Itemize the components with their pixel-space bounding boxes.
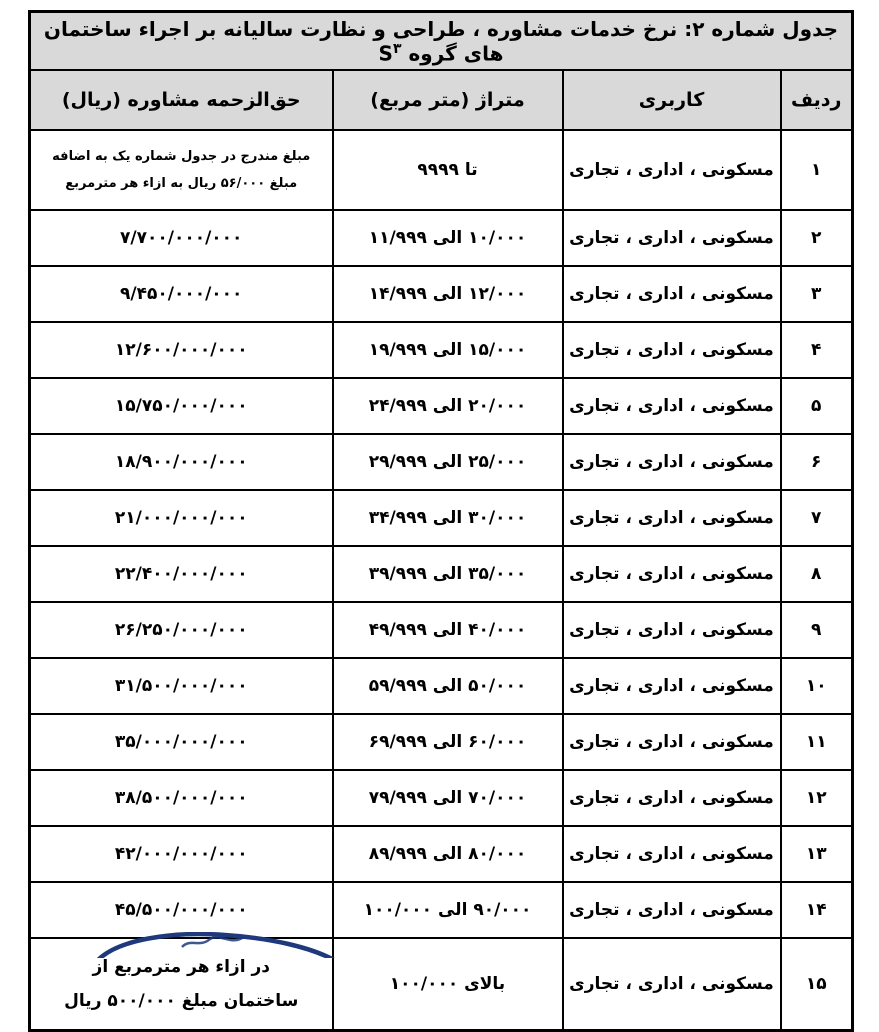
fee-cell: در ازاء هر مترمربع از ساختمان مبلغ ۵۰۰/۰۰۰ ریال [30, 938, 333, 1031]
row-number-cell: ۹ [781, 602, 853, 658]
area-cell: ۱۰/۰۰۰ الی ۱۱/۹۹۹ [333, 210, 563, 266]
table-row [30, 602, 853, 658]
fee-cell: ۲۱/۰۰۰/۰۰۰/۰۰۰ [30, 490, 333, 546]
col-header-area: متراژ (متر مربع) [333, 70, 563, 130]
usage-cell: مسکونی ، اداری ، تجاری [563, 602, 781, 658]
row-number-cell: ۱ [781, 130, 853, 210]
row-number-cell: ۱۰ [781, 658, 853, 714]
row-number-cell: ۷ [781, 490, 853, 546]
usage-cell: مسکونی ، اداری ، تجاری [563, 826, 781, 882]
fee-cell: ۳۱/۵۰۰/۰۰۰/۰۰۰ [30, 658, 333, 714]
fee-cell: ۲۶/۲۵۰/۰۰۰/۰۰۰ [30, 602, 333, 658]
usage-cell: مسکونی ، اداری ، تجاری [563, 434, 781, 490]
fee-cell: ۹/۴۵۰/۰۰۰/۰۰۰ [30, 266, 333, 322]
area-cell: ۳۵/۰۰۰ الی ۳۹/۹۹۹ [333, 546, 563, 602]
table-title-row [30, 12, 853, 71]
area-cell: ۲۰/۰۰۰ الی ۲۴/۹۹۹ [333, 378, 563, 434]
table-row [30, 130, 853, 210]
table-title-text: جدول شماره ۲: نرخ خدمات مشاوره ، طراحی و نظارت سالیانه بر اجراء ساختمان های گروه [43, 16, 839, 66]
usage-cell: مسکونی ، اداری ، تجاری [563, 490, 781, 546]
col-header-usage: کاربری [563, 70, 781, 130]
area-cell: تا ۹۹۹۹ [333, 130, 563, 210]
table-row [30, 434, 853, 490]
row-number-cell: ۵ [781, 378, 853, 434]
area-cell: بالای ۱۰۰/۰۰۰ [333, 938, 563, 1031]
table-row [30, 770, 853, 826]
fee-cell: ۳۸/۵۰۰/۰۰۰/۰۰۰ [30, 770, 333, 826]
usage-cell: مسکونی ، اداری ، تجاری [563, 546, 781, 602]
row-number-cell: ۱۴ [781, 882, 853, 938]
fee-cell: ۳۵/۰۰۰/۰۰۰/۰۰۰ [30, 714, 333, 770]
table-row [30, 546, 853, 602]
row-number-cell: ۱۵ [781, 938, 853, 1031]
table-row [30, 378, 853, 434]
table-row [30, 322, 853, 378]
row-number-cell: ۱۳ [781, 826, 853, 882]
usage-cell: مسکونی ، اداری ، تجاری [563, 130, 781, 210]
row-number-cell: ۸ [781, 546, 853, 602]
fee-cell: مبلغ مندرج در جدول شماره یک به اضافه مبلغ ۵۶/۰۰۰ ریال به ازاء هر مترمربع [30, 130, 333, 210]
fee-cell: ۴۲/۰۰۰/۰۰۰/۰۰۰ [30, 826, 333, 882]
fee-cell: ۱۵/۷۵۰/۰۰۰/۰۰۰ [30, 378, 333, 434]
area-cell: ۵۰/۰۰۰ الی ۵۹/۹۹۹ [333, 658, 563, 714]
table-row [30, 266, 853, 322]
area-cell: ۶۰/۰۰۰ الی ۶۹/۹۹۹ [333, 714, 563, 770]
usage-cell: مسکونی ، اداری ، تجاری [563, 770, 781, 826]
col-header-row-number: ردیف [781, 70, 853, 130]
area-cell: ۲۵/۰۰۰ الی ۲۹/۹۹۹ [333, 434, 563, 490]
area-cell: ۴۰/۰۰۰ الی ۴۹/۹۹۹ [333, 602, 563, 658]
table-header-row [30, 70, 853, 130]
usage-cell: مسکونی ، اداری ، تجاری [563, 938, 781, 1031]
table-row [30, 658, 853, 714]
usage-cell: مسکونی ، اداری ، تجاری [563, 658, 781, 714]
usage-cell: مسکونی ، اداری ، تجاری [563, 714, 781, 770]
row-number-cell: ۶ [781, 434, 853, 490]
fee-cell: ۱۲/۶۰۰/۰۰۰/۰۰۰ [30, 322, 333, 378]
fee-rate-table [28, 10, 854, 1032]
table-row [30, 490, 853, 546]
col-header-fee: حق‌الزحمه مشاوره (ریال) [30, 70, 333, 130]
usage-cell: مسکونی ، اداری ، تجاری [563, 266, 781, 322]
fee-cell: ۱۸/۹۰۰/۰۰۰/۰۰۰ [30, 434, 333, 490]
group-number-superscript: ۳ [392, 40, 402, 57]
table-row [30, 714, 853, 770]
table-row [30, 938, 853, 1031]
area-cell: ۱۲/۰۰۰ الی ۱۴/۹۹۹ [333, 266, 563, 322]
fee-cell: ۴۵/۵۰۰/۰۰۰/۰۰۰ [30, 882, 333, 938]
table-row [30, 882, 853, 938]
table-title [30, 12, 853, 71]
usage-cell: مسکونی ، اداری ، تجاری [563, 322, 781, 378]
area-cell: ۸۰/۰۰۰ الی ۸۹/۹۹۹ [333, 826, 563, 882]
area-cell: ۷۰/۰۰۰ الی ۷۹/۹۹۹ [333, 770, 563, 826]
row-number-cell: ۱۱ [781, 714, 853, 770]
group-letter: S [378, 41, 393, 66]
fee-cell: ۲۲/۴۰۰/۰۰۰/۰۰۰ [30, 546, 333, 602]
table-row [30, 210, 853, 266]
usage-cell: مسکونی ، اداری ، تجاری [563, 378, 781, 434]
fee-cell: ۷/۷۰۰/۰۰۰/۰۰۰ [30, 210, 333, 266]
area-cell: ۳۰/۰۰۰ الی ۳۴/۹۹۹ [333, 490, 563, 546]
row-number-cell: ۲ [781, 210, 853, 266]
row-number-cell: ۳ [781, 266, 853, 322]
usage-cell: مسکونی ، اداری ، تجاری [563, 210, 781, 266]
area-cell: ۹۰/۰۰۰ الی ۱۰۰/۰۰۰ [333, 882, 563, 938]
row-number-cell: ۱۲ [781, 770, 853, 826]
row-number-cell: ۴ [781, 322, 853, 378]
table-row [30, 826, 853, 882]
area-cell: ۱۵/۰۰۰ الی ۱۹/۹۹۹ [333, 322, 563, 378]
usage-cell: مسکونی ، اداری ، تجاری [563, 882, 781, 938]
